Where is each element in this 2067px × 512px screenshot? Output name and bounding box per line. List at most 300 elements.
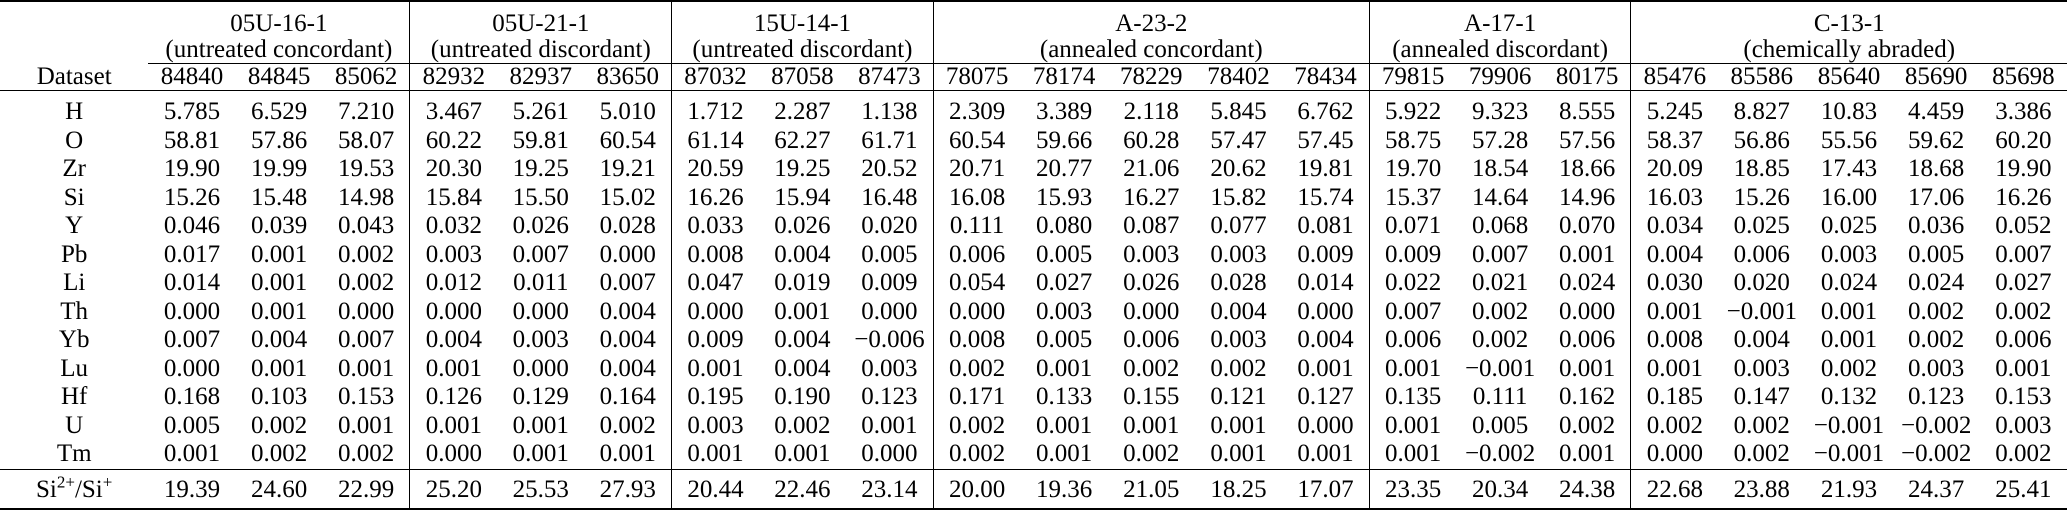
cell-value: 0.111 [933, 212, 1020, 241]
cell-value: 0.001 [1631, 355, 1718, 384]
cell-value: −0.001 [1726, 297, 1797, 325]
cell-value: 0.001 [410, 355, 497, 384]
cell-value: 0.036 [1908, 212, 1965, 240]
group-header-spacer [0, 1, 148, 64]
table-row [0, 91, 2067, 127]
cell-value: −0.002 [1901, 440, 1972, 468]
element-label: O [65, 126, 84, 154]
cell-value: 0.054 [933, 269, 1020, 298]
cell-value: 16.27 [1123, 183, 1180, 211]
dataset-id: 78075 [933, 64, 1020, 91]
cell-value: 0.009 [1369, 241, 1456, 270]
row-label-header: Dataset [36, 62, 112, 90]
cell-value: 20.62 [1210, 155, 1267, 183]
cell-value: 18.54 [1472, 155, 1529, 183]
cell-value: 0.001 [672, 440, 759, 469]
cell-value: 0.000 [861, 440, 918, 468]
cell-value: 0.001 [1035, 411, 1093, 439]
cell-value: 0.000 [512, 297, 569, 325]
cell-value: 0.003 [1995, 411, 2052, 439]
cell-value: 60.54 [599, 126, 656, 154]
cell-value: 5.785 [148, 91, 235, 127]
cell-value: 0.020 [1733, 269, 1790, 297]
table-body [0, 1, 2067, 509]
cell-value: 0.047 [672, 269, 759, 298]
cell-value: 0.002 [1995, 440, 2052, 468]
cell-value: 0.001 [251, 269, 308, 297]
cell-value: 0.024 [1820, 269, 1878, 297]
cell-value: 0.190 [774, 383, 831, 411]
cell-value: 0.001 [774, 440, 831, 468]
cell-value: 0.008 [672, 241, 759, 270]
cell-value: 0.000 [1123, 297, 1180, 325]
cell-value: 0.002 [599, 411, 656, 439]
cell-value: 20.52 [861, 155, 918, 183]
cell-value: 0.001 [1369, 412, 1456, 441]
element-label: Tm [56, 440, 92, 468]
cell-value: 19.53 [337, 155, 395, 183]
cell-value: 0.001 [1820, 326, 1878, 354]
cell-value: 0.020 [861, 212, 918, 240]
cell-value: 20.09 [1631, 155, 1718, 184]
cell-value: 0.005 [1035, 240, 1093, 268]
cell-value: 0.000 [933, 298, 1020, 327]
dataset-header-row [0, 64, 2067, 91]
cell-value: 14.64 [1472, 183, 1529, 211]
cell-value: 16.48 [861, 183, 918, 211]
cell-value: 0.004 [774, 326, 831, 354]
cell-value: 0.026 [774, 212, 831, 240]
cell-value: 2.287 [759, 91, 846, 127]
cell-value: 0.003 [512, 326, 569, 354]
cell-value: 23.35 [1369, 469, 1456, 509]
cell-value: 22.99 [323, 469, 410, 509]
cell-value: 25.53 [497, 469, 584, 509]
table-row [0, 355, 2067, 384]
cell-value: 24.60 [236, 469, 323, 509]
cell-value: 0.025 [1820, 212, 1878, 240]
cell-value: 15.48 [251, 183, 308, 211]
cell-value: 0.004 [251, 326, 308, 354]
element-label: Hf [60, 383, 88, 411]
cell-value: 20.71 [933, 155, 1020, 184]
cell-value: 0.002 [337, 240, 395, 268]
cell-value: 0.005 [861, 240, 918, 268]
cell-value: 57.28 [1472, 126, 1529, 154]
cell-value: 0.002 [251, 440, 308, 468]
cell-value: 0.132 [1820, 383, 1878, 411]
table-row [0, 212, 2067, 241]
table-row [0, 127, 2067, 156]
cell-value: 19.25 [512, 155, 569, 183]
cell-value: −0.001 [1813, 411, 1885, 439]
cell-value: 57.86 [251, 126, 308, 154]
cell-value: 58.37 [1631, 127, 1718, 156]
cell-value: 0.006 [1369, 326, 1456, 355]
cell-value: 59.66 [1035, 126, 1093, 154]
cell-value: 58.75 [1369, 127, 1456, 156]
cell-value: 58.81 [163, 126, 221, 154]
cell-value: 15.50 [512, 183, 569, 211]
cell-value: 0.005 [1472, 411, 1529, 439]
cell-value: 61.71 [861, 126, 918, 154]
cell-value: 0.001 [1035, 354, 1093, 382]
cell-value: 0.001 [599, 440, 656, 468]
cell-value: 0.162 [1558, 383, 1616, 411]
group-name: A-17-1 [1464, 10, 1537, 37]
cell-value: 57.47 [1210, 126, 1267, 154]
cell-value: 0.012 [410, 269, 497, 298]
cell-value: 0.123 [861, 383, 918, 411]
cell-value: 14.98 [337, 183, 395, 211]
cell-value: 0.014 [163, 269, 221, 297]
cell-value: 0.127 [1297, 383, 1354, 411]
cell-value: 0.009 [861, 269, 918, 297]
cell-value: 0.000 [861, 297, 918, 325]
cell-value: 0.001 [163, 440, 221, 468]
cell-value: 0.001 [410, 412, 497, 441]
cell-value: 19.21 [599, 155, 656, 183]
cell-value: 0.046 [163, 212, 221, 240]
group-name: A-23-2 [1115, 10, 1188, 37]
cell-value: 0.011 [513, 269, 569, 297]
cell-value: 0.001 [1210, 440, 1267, 468]
cell-value: 3.389 [1020, 91, 1107, 127]
cell-value: 0.001 [1035, 440, 1093, 468]
cell-value: 4.459 [1893, 91, 1980, 127]
element-label: H [0, 91, 148, 127]
dataset-id: 85640 [1817, 63, 1881, 90]
cell-value: 0.004 [774, 354, 831, 382]
cell-value: 0.070 [1558, 212, 1616, 240]
cell-value: 0.126 [410, 383, 497, 412]
group-name: 05U-21-1 [492, 10, 590, 37]
cell-value: 0.022 [1369, 269, 1456, 298]
group-header-row [0, 1, 2067, 64]
cell-value: 0.003 [1908, 354, 1965, 382]
cell-value: 0.001 [1297, 354, 1354, 382]
cell-value: 18.25 [1195, 469, 1282, 509]
cell-value: 15.02 [599, 183, 656, 211]
cell-value: 0.003 [1733, 354, 1790, 382]
cell-value: 20.30 [410, 155, 497, 184]
cell-value: −0.006 [854, 326, 925, 354]
cell-value: 20.00 [933, 469, 1020, 509]
cell-value: 0.001 [1210, 411, 1267, 439]
cell-value: 0.000 [163, 297, 221, 325]
cell-value: 0.006 [1558, 326, 1616, 354]
group-title-a-17-1 [1369, 1, 1631, 64]
cell-value: 0.001 [1369, 440, 1456, 469]
cell-value: 19.36 [1020, 469, 1107, 509]
cell-value: 8.827 [1718, 91, 1805, 127]
cell-value: 1.712 [672, 91, 759, 127]
cell-value: 0.001 [1558, 240, 1616, 268]
cell-value: 61.14 [672, 127, 759, 156]
cell-value: 0.080 [1035, 212, 1093, 240]
cell-value: −0.001 [1464, 354, 1536, 382]
cell-value: 16.03 [1631, 184, 1718, 213]
cell-value: 0.005 [1908, 240, 1965, 268]
cell-value: 19.25 [774, 155, 831, 183]
cell-value: 0.123 [1908, 383, 1965, 411]
cell-value: 0.003 [1123, 240, 1180, 268]
element-label: Li [63, 269, 86, 297]
cell-value: 25.41 [1980, 469, 2067, 509]
cell-value: 0.001 [861, 411, 918, 439]
dataset-id: 84845 [247, 63, 311, 90]
group-title-a-23-2 [933, 1, 1369, 64]
cell-value: 6.529 [236, 91, 323, 127]
cell-value: 0.034 [1631, 212, 1718, 241]
element-label: Lu [60, 354, 89, 382]
cell-value: 0.081 [1297, 212, 1354, 240]
dataset-id: 82937 [509, 63, 573, 90]
cell-value: 60.28 [1123, 126, 1180, 154]
cell-value: 0.043 [337, 212, 395, 240]
cell-value: 0.002 [933, 440, 1020, 469]
cell-value: −0.001 [1813, 440, 1885, 468]
cell-value: 10.83 [1805, 91, 1892, 127]
cell-value: 0.001 [1820, 297, 1878, 325]
dataset-id: 83650 [596, 63, 659, 90]
group-subtitle: (untreated discordant) [430, 36, 651, 63]
cell-value: 0.001 [251, 354, 308, 382]
table-row [0, 241, 2067, 270]
cell-value: 0.014 [1297, 269, 1354, 297]
cell-value: 0.004 [1210, 297, 1267, 325]
cell-value: 0.002 [774, 411, 831, 439]
cell-value: 0.001 [1558, 354, 1616, 382]
group-subtitle: (chemically abraded) [1743, 36, 1956, 63]
cell-value: 15.94 [774, 183, 831, 211]
cell-value: 0.147 [1733, 383, 1790, 411]
cell-value: 62.27 [774, 126, 831, 154]
cell-value: 0.006 [1123, 326, 1180, 354]
cell-value: 57.56 [1558, 126, 1616, 154]
cell-value: 5.845 [1195, 91, 1282, 127]
cell-value: 0.003 [1210, 240, 1267, 268]
table-row [0, 469, 2067, 509]
cell-value: 0.001 [251, 297, 308, 325]
cell-value: 23.14 [846, 469, 933, 509]
cell-value: 0.001 [512, 411, 569, 439]
cell-value: 16.00 [1820, 183, 1878, 211]
cell-value: 0.004 [774, 240, 831, 268]
cell-value: 0.001 [1123, 411, 1180, 439]
cell-value: 15.84 [410, 184, 497, 213]
cell-value: 2.309 [933, 91, 1020, 127]
cell-value: 16.26 [1995, 183, 2052, 211]
table-row [0, 412, 2067, 441]
cell-value: 0.002 [1123, 440, 1180, 468]
dataset-id: 79815 [1369, 64, 1456, 91]
dataset-id: 85062 [334, 63, 398, 90]
cell-value: 0.001 [1995, 354, 2052, 382]
group-title-15u-14-1 [672, 1, 934, 64]
cell-value: 17.06 [1908, 183, 1965, 211]
cell-value: 0.030 [1631, 269, 1718, 298]
element-label: $Si^{2+}/Si^+$ [0, 469, 148, 509]
cell-value: 0.001 [1297, 440, 1354, 468]
cell-value: 0.006 [1733, 240, 1790, 268]
cell-value: 20.34 [1457, 469, 1544, 509]
cell-value: 0.121 [1210, 383, 1267, 411]
cell-value: 19.39 [148, 469, 235, 509]
group-title-05u-21-1 [410, 1, 672, 64]
cell-value: 0.002 [1733, 411, 1790, 439]
cell-value: 9.323 [1457, 91, 1544, 127]
cell-value: 22.68 [1631, 469, 1718, 509]
cell-value: 0.027 [1995, 269, 2052, 297]
cell-value: 0.007 [512, 240, 569, 268]
cell-value: 0.002 [1123, 354, 1180, 382]
cell-value: 0.032 [410, 212, 497, 241]
cell-value: 22.46 [759, 469, 846, 509]
cell-value: 0.003 [1820, 240, 1878, 268]
cell-value: 15.26 [163, 183, 221, 211]
cell-value: 0.009 [1297, 240, 1354, 268]
cell-value: 59.81 [512, 126, 569, 154]
group-title-c-13-1 [1631, 1, 2067, 64]
group-subtitle: (annealed concordant) [1039, 36, 1263, 63]
cell-value: 0.071 [1369, 212, 1456, 241]
cell-value: 0.007 [337, 326, 395, 354]
cell-value: 55.56 [1820, 126, 1878, 154]
cell-value: 24.37 [1893, 469, 1980, 509]
cell-value: 21.05 [1108, 469, 1195, 509]
cell-value: 0.000 [1558, 297, 1616, 325]
dataset-id: 85690 [1904, 63, 1968, 90]
cell-value: 0.002 [1908, 297, 1965, 325]
cell-value: 0.002 [933, 412, 1020, 441]
cell-value: 60.54 [933, 127, 1020, 156]
cell-value: 0.103 [251, 383, 308, 411]
cell-value: 0.168 [163, 383, 221, 411]
cell-value: 0.155 [1123, 383, 1180, 411]
cell-value: 0.004 [599, 297, 656, 325]
cell-value: 0.153 [337, 383, 395, 411]
cell-value: 0.171 [933, 383, 1020, 412]
dataset-id: 85698 [1992, 63, 2055, 90]
dataset-id: 82932 [410, 64, 497, 91]
cell-value: 0.028 [1210, 269, 1267, 297]
cell-value: 0.001 [512, 440, 569, 468]
cell-value: 0.008 [933, 326, 1020, 355]
cell-value: 23.88 [1718, 469, 1805, 509]
dataset-id: 78402 [1207, 63, 1270, 90]
cell-value: 0.025 [1733, 212, 1790, 240]
cell-value: 6.762 [1282, 91, 1369, 127]
cell-value: 0.001 [1369, 355, 1456, 384]
cell-value: 19.90 [163, 155, 221, 183]
cell-value: 0.000 [599, 240, 656, 268]
cell-value: 0.007 [1472, 240, 1529, 268]
cell-value: 0.026 [1123, 269, 1180, 297]
cell-value: 56.86 [1733, 126, 1790, 154]
cell-value: −0.002 [1464, 440, 1536, 468]
group-name: C-13-1 [1813, 10, 1885, 37]
dataset-id: 87058 [771, 63, 834, 90]
cell-value: 0.185 [1631, 383, 1718, 412]
cell-value: 21.93 [1805, 469, 1892, 509]
cell-value: 0.021 [1472, 269, 1529, 297]
table-row [0, 440, 2067, 469]
element-label: Pb [60, 240, 88, 268]
cell-value: 0.009 [672, 326, 759, 355]
cell-value: 17.43 [1820, 155, 1878, 183]
cell-value: 5.010 [584, 91, 671, 127]
element-label: Si [63, 183, 85, 211]
cell-value: 0.002 [1820, 354, 1878, 382]
element-label: U [65, 411, 84, 439]
cell-value: 0.000 [512, 354, 569, 382]
cell-value: 59.62 [1908, 126, 1965, 154]
cell-value: 0.005 [163, 411, 221, 439]
dataset-id: 80175 [1555, 63, 1619, 90]
cell-value: 60.22 [410, 127, 497, 156]
cell-value: 58.07 [337, 126, 395, 154]
cell-value: 5.261 [497, 91, 584, 127]
cell-value: 16.08 [933, 184, 1020, 213]
cell-value: 0.135 [1369, 383, 1456, 412]
cell-value: 20.44 [672, 469, 759, 509]
cell-value: 0.087 [1123, 212, 1180, 240]
cell-value: 0.153 [1995, 383, 2052, 411]
cell-value: 0.027 [1035, 269, 1093, 297]
cell-value: 0.017 [163, 240, 221, 268]
cell-value: 0.019 [774, 269, 831, 297]
cell-value: 0.006 [933, 241, 1020, 270]
cell-value: 19.99 [251, 155, 308, 183]
cell-value: 0.002 [1210, 354, 1267, 382]
cell-value: 0.003 [1210, 326, 1267, 354]
dataset-id: 78434 [1294, 63, 1357, 90]
dataset-id: 84840 [160, 63, 224, 90]
table-row [0, 269, 2067, 298]
cell-value: 5.922 [1369, 91, 1456, 127]
cell-value: 0.008 [1631, 326, 1718, 355]
group-subtitle: (untreated discordant) [692, 36, 913, 63]
cell-value: 0.195 [672, 383, 759, 412]
cell-value: 25.20 [410, 469, 497, 509]
cell-value: 0.002 [1472, 326, 1529, 354]
cell-value: 0.002 [1733, 440, 1790, 468]
cell-value: 0.001 [672, 355, 759, 384]
dataset-id: 78229 [1120, 63, 1183, 90]
cell-value: 18.68 [1908, 155, 1965, 183]
dataset-id: 87473 [858, 63, 921, 90]
cell-value: 19.81 [1297, 155, 1354, 183]
cell-value: 2.118 [1108, 91, 1195, 127]
cell-value: 57.45 [1297, 126, 1354, 154]
dataset-id: 85586 [1730, 63, 1794, 90]
cell-value: 0.000 [1297, 411, 1354, 439]
cell-value: 18.85 [1733, 155, 1790, 183]
cell-value: 15.74 [1297, 183, 1354, 211]
cell-value: 0.004 [599, 354, 656, 382]
cell-value: 15.82 [1210, 183, 1267, 211]
cell-value: 16.26 [672, 184, 759, 213]
cell-value: 0.002 [933, 355, 1020, 384]
cell-value: 0.129 [512, 383, 569, 411]
element-label: Zr [62, 155, 86, 183]
table-row [0, 184, 2067, 213]
cell-value: 24.38 [1544, 469, 1631, 509]
cell-value: 0.004 [599, 326, 656, 354]
cell-value: 7.210 [323, 91, 410, 127]
group-name: 05U-16-1 [230, 10, 328, 37]
